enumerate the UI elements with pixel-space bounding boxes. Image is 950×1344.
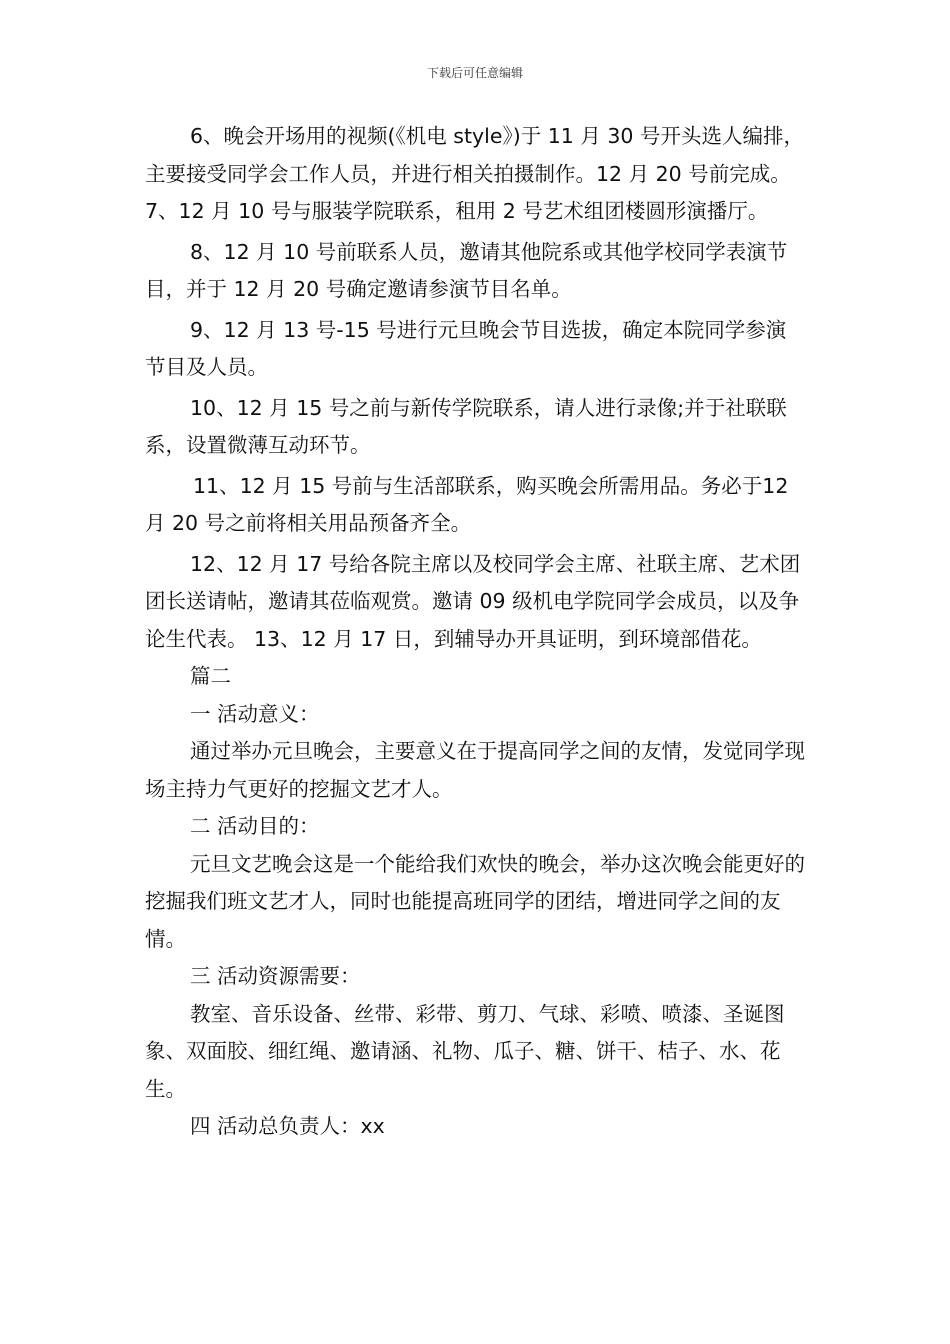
paragraph-purpose: 元旦文艺晚会这是一个能给我们欢快的晚会，举办这次晚会能更好的挖掘我们班文艺才人，同时也能提高班同学的团结，增进同学之间的友情。 xyxy=(145,851,805,951)
page-header: 下载后可任意编辑 xyxy=(426,66,523,80)
section-heading-significance: 一 活动意义： xyxy=(190,701,320,726)
paragraph-item-12: 12、12 月 17 号给各院主席以及校同学会主席、社联主席、艺术团团长送请帖，邀请其莅临观赏。邀请 09 级机电学院同学会成员，以及争论生代表。 13、12 月 17 日，到辅导办开具证明，到环境部借花。 xyxy=(145,551,801,651)
paragraph-item-9: 9、12 月 13 号-15 号进行元旦晚会节目选拔，确定本院同学参演节目及人员。 xyxy=(145,317,787,379)
document-body xyxy=(145,118,805,1146)
paragraph-item-8: 8、12 月 10 号前联系人员，邀请其他院系或其他学校同学表演节目，并于 12 月 20 号确定邀请参演节目名单。 xyxy=(145,239,788,301)
paragraph-item-11: 11、12 月 15 号前与生活部联系，购买晚会所需用品。务必于12 月 20 号之前将相关用品预备齐全。 xyxy=(145,473,789,535)
paragraph-item-10: 10、12 月 15 号之前与新传学院联系，请人进行录像;并于社联联系，设置微薄互动环节。 xyxy=(145,395,787,457)
paragraph-significance: 通过举办元旦晚会，主要意义在于提高同学之间的友情，发觉同学现场主持力气更好的挖掘文艺才人。 xyxy=(145,739,805,801)
section-heading-resources: 三 活动资源需要： xyxy=(190,964,361,988)
paragraph-item-6: 6、晚会开场用的视频(《机电 style》)于 11 月 30 号开头选人编排，主要接受同学会工作人员，并进行相关拍摄制作。12 月 20 号前完成。 7、12 月 10 号与服装学院联系，租用 2 号艺术组团楼圆形演播厅。 xyxy=(145,124,804,223)
section-heading-part-two: 篇二 xyxy=(190,664,231,688)
paragraph-resources: 教室、音乐设备、丝带、彩带、剪刀、气球、彩喷、喷漆、圣诞图象、双面胶、细红绳、邀请涵、礼物、瓜子、糖、饼干、桔子、水、花生。 xyxy=(145,1001,785,1101)
section-heading-leader: 四 活动总负责人：xx xyxy=(190,1114,385,1138)
section-heading-purpose: 二 活动目的： xyxy=(190,814,320,838)
